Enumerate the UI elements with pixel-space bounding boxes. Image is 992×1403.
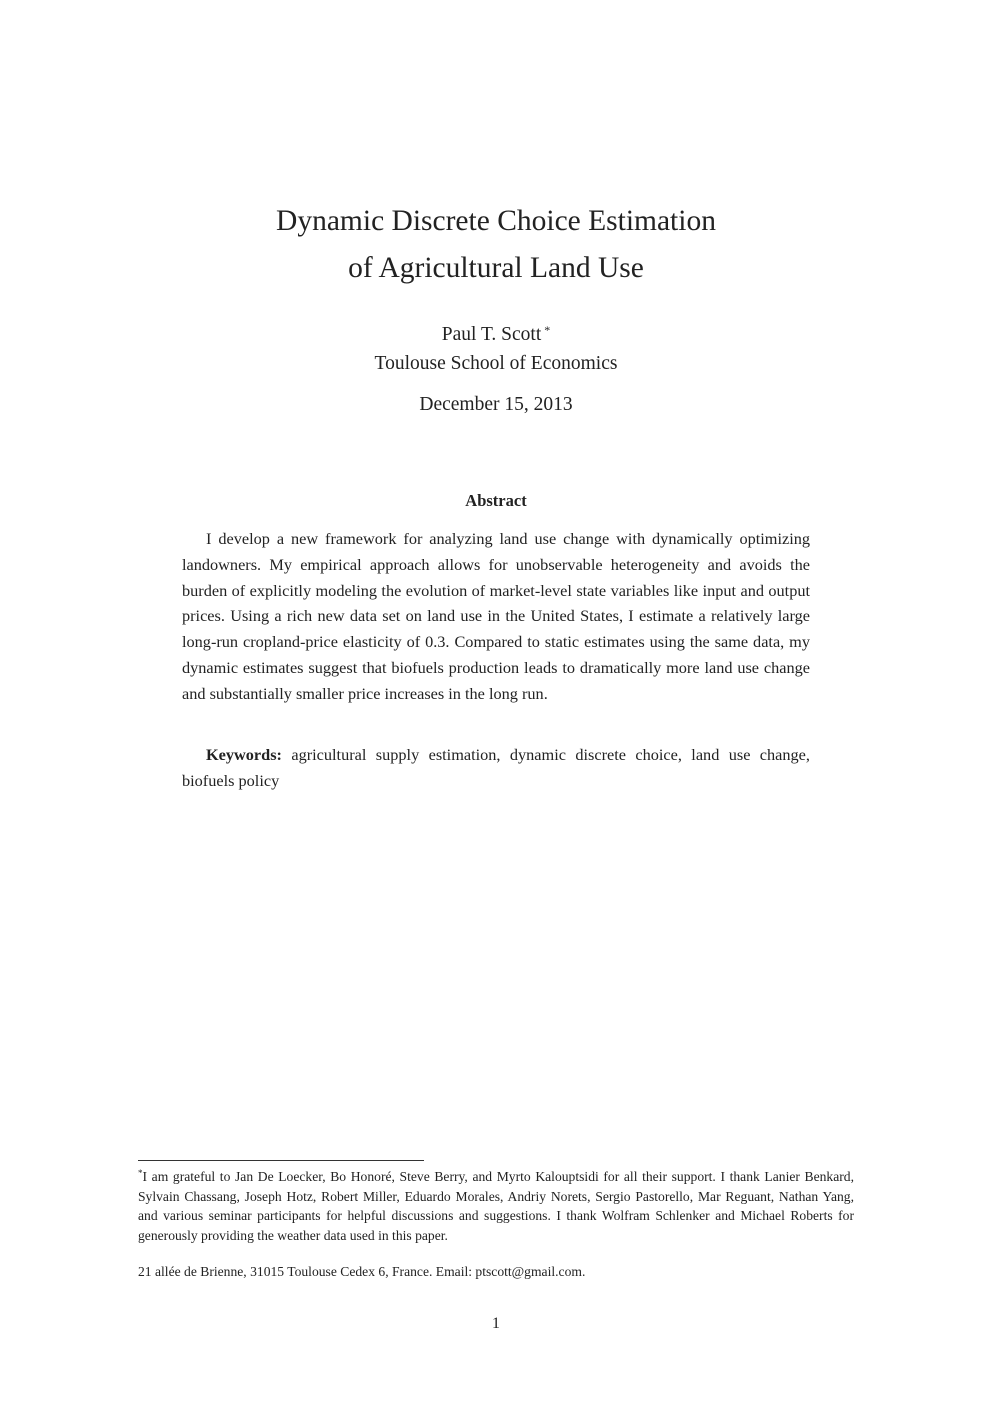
keywords-text: agricultural supply estimation, dynamic discrete choice, land use change, biofuels policy <box>182 745 810 790</box>
author-block <box>0 316 992 378</box>
title-line-2: of Agricultural Land Use <box>348 252 644 284</box>
footnote <box>138 1164 854 1245</box>
footnote-rule <box>138 1160 424 1161</box>
paper-date: December 15, 2013 <box>419 394 573 415</box>
abstract-body: I develop a new framework for analyzing land use change with dynamically optimizing landowners. My empirical approach allows for unobservable heterogeneity and avoids the burden of explicitly modeling the evolution of market-level state variables like input and output prices. Using a rich new data set on land use in the United States, I estimate a relatively large long-run cropland-price elasticity of 0.3. Compared to static estimates using the same data, my dynamic estimates suggest that biofuels production leads to dramatically more land use change and substantially smaller price increases in the long run. <box>182 529 810 703</box>
page-number: 1 <box>491 1313 501 1332</box>
keywords-label: Keywords: <box>206 745 282 764</box>
abstract-heading: Abstract <box>465 491 527 510</box>
footnote-mark: * <box>138 1168 143 1178</box>
author-affiliation: Toulouse School of Economics <box>374 353 618 374</box>
keywords <box>182 742 810 794</box>
author-name: Paul T. Scott <box>441 324 542 345</box>
footnote-text: I am grateful to Jan De Loecker, Bo Honoré, Steve Berry, and Myrto Kalouptsidi for all their support. I thank Lanier Benkard, Sylvain Chassang, Joseph Hotz, Robert Miller, Eduardo Morales, Andriy Norets, Sergio Pastorello, Mar Reguant, Nathan Yang, and various seminar participants for helpful discussions and suggestions. I thank Wolfram Schlenker and Michael Roberts for generously providing the weather data used in this paper. <box>138 1169 854 1243</box>
author-footnote-mark: * <box>544 323 551 337</box>
footnote-address: 21 allée de Brienne, 31015 Toulouse Cedex 6, France. Email: ptscott@gmail.com. <box>138 1264 586 1279</box>
paper-title <box>0 198 992 292</box>
author-line <box>0 316 992 349</box>
title-line-1: Dynamic Discrete Choice Estimation <box>276 205 716 237</box>
